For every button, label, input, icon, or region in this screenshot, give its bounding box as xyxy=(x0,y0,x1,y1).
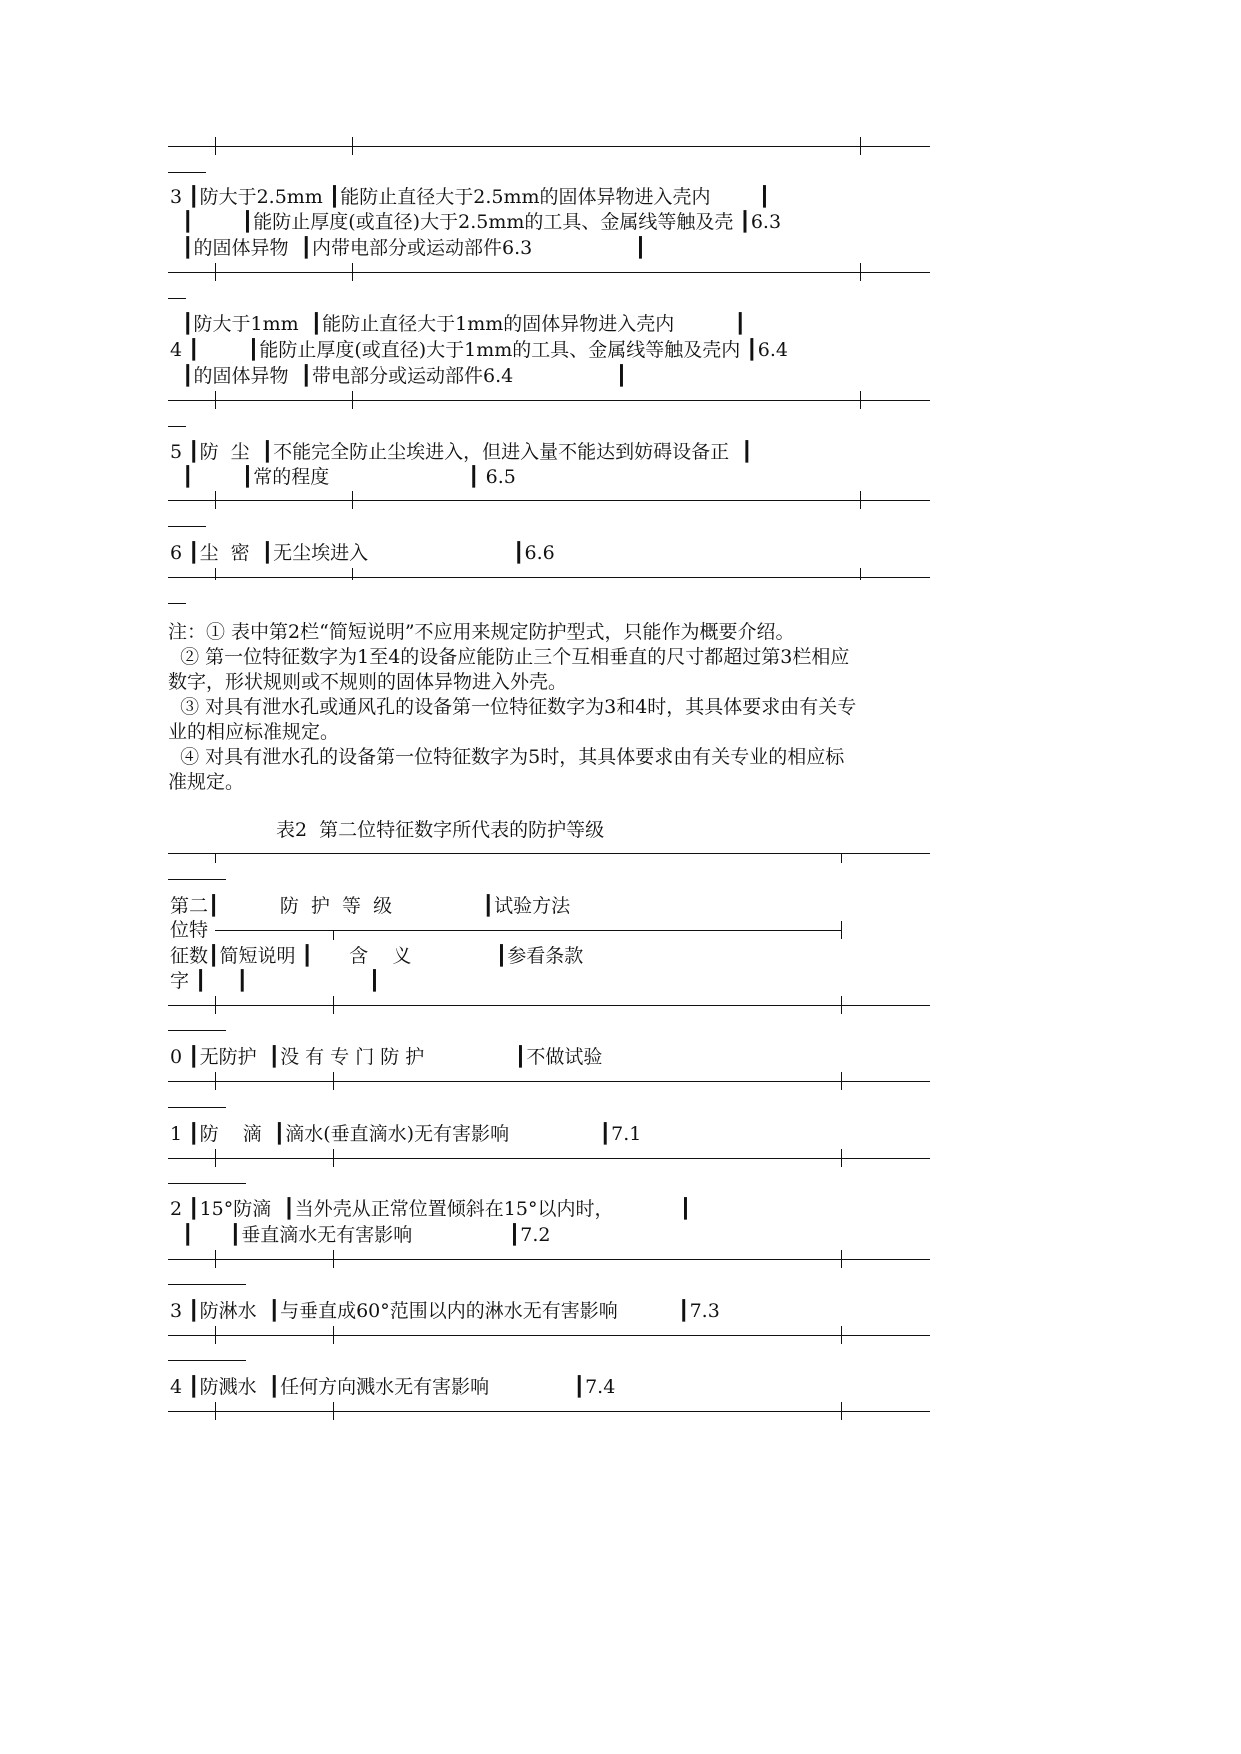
table-rule-stub xyxy=(168,1107,226,1108)
table-rule xyxy=(168,1335,930,1336)
table-tick xyxy=(333,1149,334,1167)
table-row: 4 ┃ ┃能防止厚度(或直径)大于1mm的工具、金属线等触及壳内 ┃6.4 xyxy=(170,339,788,361)
table-tick xyxy=(352,391,353,409)
note-line: 注：① 表中第2栏“简短说明”不应用来规定防护型式，只能作为概要介绍。 xyxy=(168,621,795,643)
table-rule-stub xyxy=(168,1360,246,1361)
table-rule xyxy=(168,272,930,273)
note-line: 数字，形状规则或不规则的固体异物进入外壳。 xyxy=(168,671,568,693)
table-row: ┃ ┃垂直滴水无有害影响 ┃7.2 xyxy=(170,1224,551,1246)
table-row: ┃防大于1mm ┃能防止直径大于1mm的固体异物进入壳内 ┃ xyxy=(170,313,747,335)
note-line: ④ 对具有泄水孔的设备第一位特征数字为5时，其具体要求由有关专业的相应标 xyxy=(168,746,845,768)
table-tick xyxy=(841,996,842,1014)
table-rule xyxy=(215,930,841,931)
table-rule xyxy=(168,577,930,578)
table-tick xyxy=(215,1402,216,1420)
table-row: 5 ┃防 尘 ┃不能完全防止尘埃进入，但进入量不能达到妨碍设备正 ┃ xyxy=(170,441,753,463)
table-rule-stub xyxy=(168,426,186,427)
table-tick xyxy=(841,921,842,939)
table-rule-stub xyxy=(168,1183,246,1184)
table-rule xyxy=(168,1411,930,1412)
table-tick xyxy=(215,568,216,580)
table-row: ┃ ┃能防止厚度(或直径)大于2.5mm的工具、金属线等触及壳 ┃6.3 xyxy=(170,211,782,233)
table-tick xyxy=(333,1250,334,1268)
table-header-row: 征数┃简短说明 ┃ 含 义 ┃参看条款 xyxy=(170,945,584,967)
note-line: 业的相应标准规定。 xyxy=(168,721,340,743)
table-tick xyxy=(860,491,861,509)
table-tick xyxy=(333,996,334,1014)
table-tick xyxy=(352,137,353,155)
table-tick xyxy=(215,491,216,509)
table-tick xyxy=(333,1326,334,1344)
table-row: 0 ┃无防护 ┃没 有 专 门 防 护 ┃不做试验 xyxy=(170,1046,603,1068)
table-tick xyxy=(215,853,216,863)
table-rule xyxy=(168,1259,930,1260)
table-rule xyxy=(168,1158,930,1159)
table-tick xyxy=(841,1149,842,1167)
table-rule xyxy=(168,853,930,854)
table-caption: 表2 第二位特征数字所代表的防护等级 xyxy=(276,819,605,841)
table-tick xyxy=(215,1149,216,1167)
table-tick xyxy=(860,568,861,580)
table-rule-stub xyxy=(168,603,186,604)
table-rule xyxy=(168,146,930,147)
table-tick xyxy=(215,391,216,409)
table-tick xyxy=(860,263,861,281)
table-tick xyxy=(841,1402,842,1420)
table-rule xyxy=(168,400,930,401)
table-rule-stub xyxy=(168,1030,226,1031)
table-tick xyxy=(333,1072,334,1090)
table-tick xyxy=(215,263,216,281)
table-tick xyxy=(352,263,353,281)
table-tick xyxy=(352,568,353,580)
table-tick xyxy=(841,1326,842,1344)
table-rule-stub xyxy=(168,1284,246,1285)
table-header-row: 第二┃ 防 护 等 级 ┃试验方法 xyxy=(170,895,571,917)
table-rule xyxy=(168,1005,930,1006)
table-header-row: 位特 xyxy=(170,919,209,941)
table-tick xyxy=(841,1072,842,1090)
table-tick xyxy=(333,930,334,940)
table-row: 3 ┃防大于2.5mm ┃能防止直径大于2.5mm的固体异物进入壳内 ┃ xyxy=(170,186,771,208)
table-row: 4 ┃防溅水 ┃任何方向溅水无有害影响 ┃7.4 xyxy=(170,1376,616,1398)
table-tick xyxy=(860,391,861,409)
table-rule-stub xyxy=(168,298,186,299)
table-row: ┃的固体异物 ┃内带电部分或运动部件6.3 ┃ xyxy=(170,237,647,259)
table-row: ┃ ┃常的程度 ┃ 6.5 xyxy=(170,466,516,488)
table-row: 6 ┃尘 密 ┃无尘埃进入 ┃6.6 xyxy=(170,542,555,564)
note-line: ② 第一位特征数字为1至4的设备应能防止三个互相垂直的尺寸都超过第3栏相应 xyxy=(168,646,850,668)
table-rule-stub xyxy=(168,526,206,527)
table-tick xyxy=(333,1402,334,1420)
table-tick xyxy=(841,1250,842,1268)
table-tick xyxy=(860,137,861,155)
note-line: ③ 对具有泄水孔或通风孔的设备第一位特征数字为3和4时，其具体要求由有关专 xyxy=(168,696,857,718)
table-row: 3 ┃防淋水 ┃与垂直成60°范围以内的淋水无有害影响 ┃7.3 xyxy=(170,1300,720,1322)
table-tick xyxy=(352,491,353,509)
table-tick xyxy=(841,853,842,863)
table-rule xyxy=(168,1081,930,1082)
table-tick xyxy=(215,996,216,1014)
table-rule-stub xyxy=(168,172,206,173)
table-tick xyxy=(215,1250,216,1268)
table-rule-stub xyxy=(168,879,226,880)
table-row: ┃的固体异物 ┃带电部分或运动部件6.4 ┃ xyxy=(170,365,628,387)
table-tick xyxy=(215,1072,216,1090)
table-tick xyxy=(215,1326,216,1344)
table-row: 1 ┃防 滴 ┃滴水(垂直滴水)无有害影响 ┃7.1 xyxy=(170,1123,642,1145)
table-row: 2 ┃15°防滴 ┃当外壳从正常位置倾斜在15°以内时， ┃ xyxy=(170,1198,692,1220)
table-header-row: 字 ┃ ┃ ┃ xyxy=(170,970,381,992)
table-tick xyxy=(215,137,216,155)
note-line: 准规定。 xyxy=(168,771,245,793)
table-rule xyxy=(168,500,930,501)
